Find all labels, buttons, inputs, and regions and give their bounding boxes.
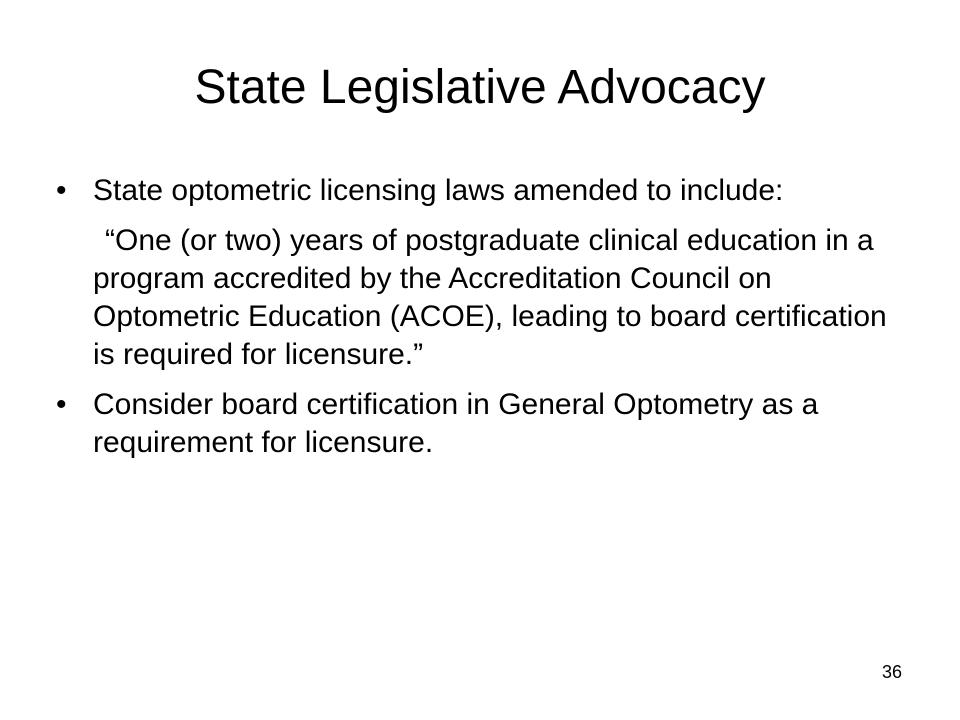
bullet-item-1: [56, 172, 916, 210]
bullet-marker: •: [56, 388, 67, 421]
bullet-text: State optometric licensing laws amended to include:: [93, 174, 784, 207]
slide-content: [56, 172, 916, 474]
quote-text: “One (or two) years of postgraduate clinical education in a program accredited by the Accreditation Council on Optometric Education (ACOE), leading to board certification is required for licensure.”: [93, 224, 887, 371]
slide-title: State Legislative Advocacy: [194, 61, 766, 114]
page-number: 36: [881, 662, 902, 682]
bullet-marker: •: [56, 174, 67, 207]
quoted-requirement: [56, 222, 916, 374]
bullet-item-2: [56, 386, 916, 462]
bullet-text: Consider board certification in General Optometry as a requirement for licensure.: [93, 388, 819, 459]
